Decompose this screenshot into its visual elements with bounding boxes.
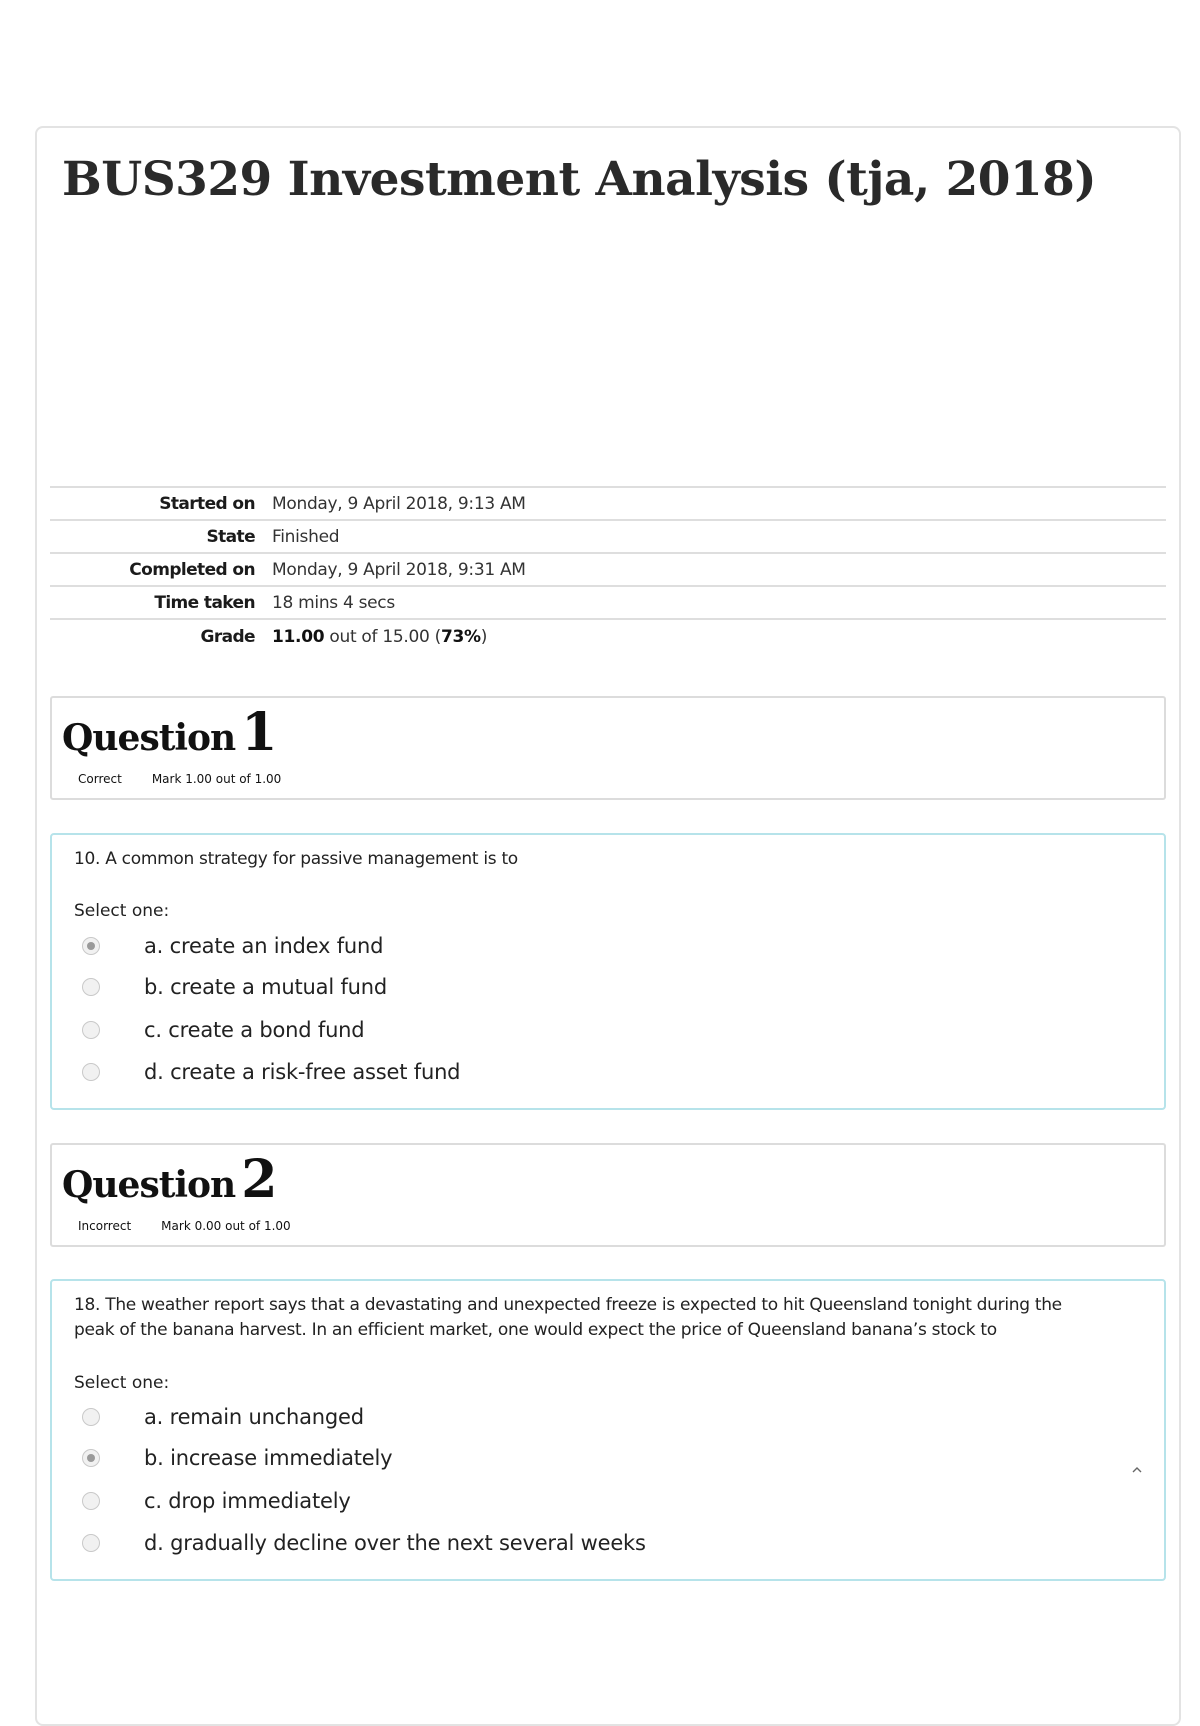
question-number: 1 [241, 702, 278, 763]
question-number: 2 [241, 1149, 278, 1210]
chevron-up-icon[interactable] [1130, 1463, 1144, 1477]
option-label: a. remain unchanged [144, 1405, 364, 1429]
option-label: a. create an index fund [144, 934, 384, 958]
summary-label: Grade [200, 626, 255, 647]
option-label: c. create a bond fund [144, 1018, 365, 1042]
summary-value: Finished [272, 526, 340, 547]
question-text: 10. A common strategy for passive management is to [74, 849, 518, 869]
summary-label: Completed on [129, 559, 255, 580]
summary-row-time-taken [50, 587, 1166, 620]
answer-option-b[interactable] [82, 1442, 392, 1474]
question-1-info [50, 696, 1166, 800]
summary-label: State [206, 526, 255, 547]
question-text: 18. The weather report says that a devastating and unexpected freeze is expected to hit Queensland tonight during the peak of the banana harvest. In an efficient market, one would expect the price of Queensland banana’s stock to [74, 1295, 1062, 1340]
option-label: b. increase immediately [144, 1446, 393, 1470]
option-label: d. create a risk-free asset fund [144, 1060, 461, 1084]
question-2-info [50, 1143, 1166, 1247]
summary-value: Monday, 9 April 2018, 9:31 AM [272, 559, 526, 580]
question-mark: Mark 1.00 out of 1.00 [151, 772, 282, 786]
radio-button[interactable] [82, 1492, 100, 1510]
answer-option-d[interactable] [82, 1527, 646, 1559]
option-label: d. gradually decline over the next several weeks [144, 1531, 646, 1555]
answer-option-a[interactable] [82, 1401, 364, 1433]
grade-score: 11.00 [272, 626, 325, 647]
summary-row-completed [50, 554, 1166, 587]
radio-button[interactable] [82, 1021, 100, 1039]
question-status: Correct [78, 772, 122, 786]
radio-button[interactable] [82, 1408, 100, 1426]
radio-button[interactable] [82, 1534, 100, 1552]
question-mark: Mark 0.00 out of 1.00 [161, 1219, 291, 1233]
page-title: BUS329 Investment Analysis (tja, 2018) [62, 152, 1097, 207]
summary-label: Started on [159, 493, 255, 514]
question-heading [62, 1149, 277, 1210]
question-status: Incorrect [78, 1219, 132, 1233]
question-word: Question [62, 717, 236, 759]
question-2-content [50, 1279, 1166, 1581]
summary-row-grade [50, 620, 1166, 653]
answer-option-c[interactable] [82, 1485, 351, 1517]
radio-button[interactable] [82, 937, 100, 955]
question-1-content [50, 833, 1166, 1110]
attempt-summary-table [50, 486, 1166, 653]
option-label: c. drop immediately [144, 1489, 351, 1513]
option-label: b. create a mutual fund [144, 975, 387, 999]
radio-button[interactable] [82, 978, 100, 996]
summary-row-started [50, 488, 1166, 521]
question-heading [62, 702, 277, 763]
grade-out-of: out of 15.00 ( [324, 626, 441, 647]
radio-button[interactable] [82, 1063, 100, 1081]
summary-label: Time taken [154, 592, 255, 613]
grade-value [255, 627, 487, 647]
select-one-prompt: Select one: [74, 901, 170, 921]
question-word: Question [62, 1164, 236, 1206]
select-one-prompt: Select one: [74, 1373, 170, 1393]
summary-value: 18 mins 4 secs [272, 592, 395, 613]
question-meta [78, 1219, 291, 1233]
answer-option-d[interactable] [82, 1056, 460, 1088]
answer-option-c[interactable] [82, 1014, 364, 1046]
summary-value: Monday, 9 April 2018, 9:13 AM [272, 493, 526, 514]
answer-option-b[interactable] [82, 971, 387, 1003]
question-meta [78, 772, 281, 786]
grade-percent: 73% [440, 626, 481, 647]
radio-button[interactable] [82, 1449, 100, 1467]
grade-close: ) [480, 626, 488, 647]
answer-option-a[interactable] [82, 930, 383, 962]
summary-row-state [50, 521, 1166, 554]
